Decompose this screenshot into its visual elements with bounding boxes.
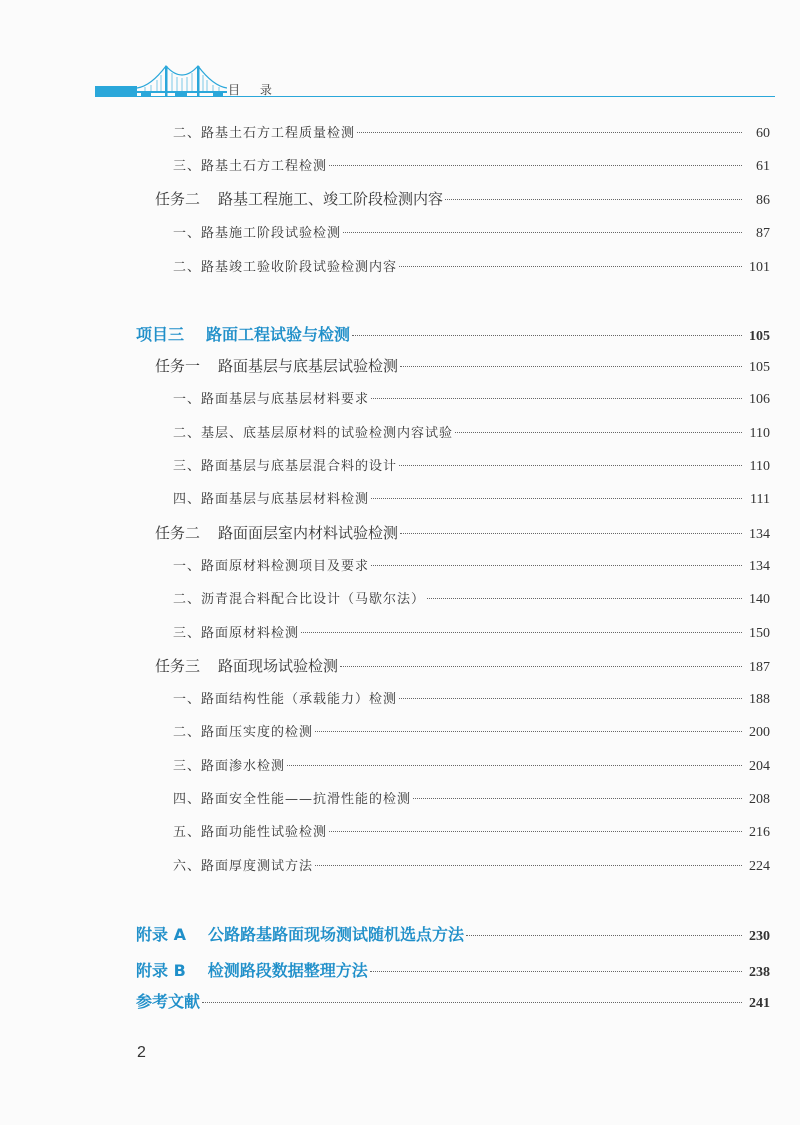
toc-entry-title: 三、路面原材料检测 <box>173 626 300 641</box>
toc-entry-label <box>136 989 200 1012</box>
toc-entry[interactable] <box>173 455 770 475</box>
toc-entry-title: 二、路基竣工验收阶段试验检测内容 <box>173 260 398 275</box>
toc-entry-title: 三、路面基层与底基层混合料的设计 <box>173 459 398 474</box>
toc-entry-title: 六、路面厚度测试方法 <box>173 859 314 874</box>
toc-entry[interactable] <box>136 958 770 981</box>
toc-leader-dots <box>400 533 742 534</box>
toc-page-number: 230 <box>749 929 770 944</box>
toc-entry-title: 路面面层室内材料试验检测 <box>218 524 399 542</box>
toc-leader-dots <box>399 698 742 699</box>
toc-page-number: 87 <box>756 226 770 241</box>
toc-entry[interactable] <box>173 688 770 708</box>
toc-leader-dots <box>445 199 742 200</box>
toc-entry-label <box>173 488 369 507</box>
toc-leader-dots <box>329 165 742 166</box>
toc-entry-label <box>173 256 397 275</box>
toc-entry-number: 任务一 <box>155 357 201 375</box>
toc-entry-label <box>173 555 369 574</box>
toc-leader-dots <box>413 798 742 799</box>
toc-entry-title: 二、沥青混合料配合比设计（马歇尔法） <box>173 592 426 607</box>
toc-entry-label <box>173 788 411 807</box>
toc-page-number: 140 <box>749 592 770 607</box>
toc-leader-dots <box>315 865 742 866</box>
toc-entry-label <box>173 721 313 740</box>
toc-entry-title: 三、路面渗水检测 <box>173 759 286 774</box>
toc-entry-title: 路基工程施工、竣工阶段检测内容 <box>218 190 444 208</box>
toc-entry-label <box>155 655 338 676</box>
toc-entry-title: 路面基层与底基层试验检测 <box>218 357 399 375</box>
toc-entry-label <box>136 322 350 345</box>
toc-entry-label <box>173 388 369 407</box>
toc-page-number: 101 <box>749 260 770 275</box>
toc-page-number: 134 <box>749 527 770 542</box>
header-title: 目 录 <box>228 83 280 97</box>
toc-leader-dots <box>399 465 742 466</box>
toc-leader-dots <box>371 565 742 566</box>
toc-entry[interactable] <box>173 155 770 175</box>
toc-entry-title: 五、路面功能性试验检测 <box>173 825 328 840</box>
toc-leader-dots <box>352 335 742 336</box>
toc-entry-label <box>173 821 327 840</box>
toc-page-number: 238 <box>749 965 770 980</box>
toc-entry-title: 一、路面基层与底基层材料要求 <box>173 392 370 407</box>
toc-entry-label <box>173 122 355 141</box>
toc-entry[interactable] <box>155 355 770 376</box>
page-number: 2 <box>137 1044 146 1061</box>
toc-entry-title: 二、基层、底基层原材料的试验检测内容试验 <box>173 426 454 441</box>
toc-entry-title: 参考文献 <box>136 992 201 1011</box>
toc-entry-title: 路面现场试验检测 <box>218 657 339 675</box>
toc-entry-label <box>173 222 341 241</box>
toc-entry-title: 一、路面原材料检测项目及要求 <box>173 559 370 574</box>
toc-entry[interactable] <box>173 488 770 508</box>
toc-leader-dots <box>400 366 742 367</box>
toc-entry-title: 一、路基施工阶段试验检测 <box>173 226 342 241</box>
toc-page-number: 188 <box>749 692 770 707</box>
toc-page-number: 111 <box>750 492 770 507</box>
suspension-bridge-icon <box>137 62 227 98</box>
toc-leader-dots <box>399 266 742 267</box>
toc-page-number: 86 <box>756 193 770 208</box>
toc-leader-dots <box>343 232 742 233</box>
toc-entry-title: 公路路基路面现场测试随机选点方法 <box>207 925 464 944</box>
toc-entry-number: 任务二 <box>155 524 201 542</box>
toc-page-number: 208 <box>749 792 770 807</box>
toc-entry-label <box>173 588 425 607</box>
toc-entry[interactable] <box>136 322 770 345</box>
toc-page-number: 134 <box>749 559 770 574</box>
toc-entry-label <box>173 455 397 474</box>
toc-entry[interactable] <box>136 922 770 945</box>
toc-entry-number: 项目三 <box>136 325 185 344</box>
toc-leader-dots <box>466 935 742 936</box>
toc-page-number: 204 <box>749 759 770 774</box>
toc-entry-number: 任务三 <box>155 657 201 675</box>
toc-entry[interactable] <box>173 821 770 841</box>
toc-entry[interactable] <box>173 755 770 775</box>
toc-entry[interactable] <box>173 855 770 875</box>
toc-page-number: 187 <box>749 660 770 675</box>
toc-entry-title: 二、路面压实度的检测 <box>173 725 314 740</box>
toc-entry-title: 检测路段数据整理方法 <box>207 961 368 980</box>
toc-entry-title: 一、路面结构性能（承载能力）检测 <box>173 692 398 707</box>
toc-entry[interactable] <box>173 122 770 142</box>
toc-entry[interactable] <box>173 588 770 608</box>
toc-entry-label <box>173 688 397 707</box>
toc-page-number: 60 <box>756 126 770 141</box>
toc-entry[interactable] <box>173 788 770 808</box>
toc-entry[interactable] <box>155 188 770 209</box>
toc-entry[interactable] <box>155 655 770 676</box>
toc-entry-number: 附录 A <box>136 925 186 944</box>
toc-page-number: 110 <box>749 459 770 474</box>
toc-page-number: 200 <box>749 725 770 740</box>
toc-entry-title: 路面工程试验与检测 <box>206 325 351 344</box>
toc-entry[interactable] <box>173 256 770 276</box>
toc-leader-dots <box>357 132 742 133</box>
toc-entry[interactable] <box>173 622 770 642</box>
toc-leader-dots <box>427 598 742 599</box>
toc-entry[interactable] <box>173 222 770 242</box>
toc-leader-dots <box>287 765 742 766</box>
toc-entry-title: 二、路基土石方工程质量检测 <box>173 126 356 141</box>
toc-leader-dots <box>202 1002 742 1003</box>
toc-leader-dots <box>455 432 742 433</box>
toc-entry-label <box>155 188 443 209</box>
header-accent-bar <box>95 86 137 97</box>
toc-leader-dots <box>371 398 742 399</box>
toc-entry-label <box>173 755 285 774</box>
toc-entry[interactable] <box>173 555 770 575</box>
toc-leader-dots <box>340 666 742 667</box>
toc-page-number: 61 <box>756 159 770 174</box>
toc-entry[interactable] <box>136 989 770 1012</box>
running-header <box>95 62 775 102</box>
toc-entry-number: 附录 B <box>136 961 186 980</box>
toc-page-number: 105 <box>749 329 770 344</box>
toc-page-number: 241 <box>749 996 770 1011</box>
toc-leader-dots <box>329 831 742 832</box>
toc-entry-label <box>155 522 398 543</box>
toc-entry[interactable] <box>173 721 770 741</box>
toc-page-number: 105 <box>749 360 770 375</box>
toc-entry-label <box>136 958 368 981</box>
toc-entry-label <box>173 155 327 174</box>
toc-entry-label <box>136 922 464 945</box>
toc-entry-label <box>173 622 299 641</box>
toc-entry-label <box>155 355 398 376</box>
toc-leader-dots <box>371 498 742 499</box>
toc-page-number: 110 <box>749 426 770 441</box>
toc-entry-title: 三、路基土石方工程检测 <box>173 159 328 174</box>
toc-entry-title: 四、路面基层与底基层材料检测 <box>173 492 370 507</box>
toc-entry-number: 任务二 <box>155 190 201 208</box>
toc-entry-title: 四、路面安全性能——抗滑性能的检测 <box>173 792 412 807</box>
toc-page-number: 224 <box>749 859 770 874</box>
toc-entry[interactable] <box>173 388 770 408</box>
toc-page-number: 150 <box>749 626 770 641</box>
toc-leader-dots <box>370 971 742 972</box>
toc-entry-label <box>173 422 453 441</box>
toc-page-number: 106 <box>749 392 770 407</box>
toc-leader-dots <box>301 632 742 633</box>
toc-page-number: 216 <box>749 825 770 840</box>
toc-entry-label <box>173 855 313 874</box>
toc-leader-dots <box>315 731 742 732</box>
toc-entry[interactable] <box>155 522 770 543</box>
toc-entry[interactable] <box>173 422 770 442</box>
